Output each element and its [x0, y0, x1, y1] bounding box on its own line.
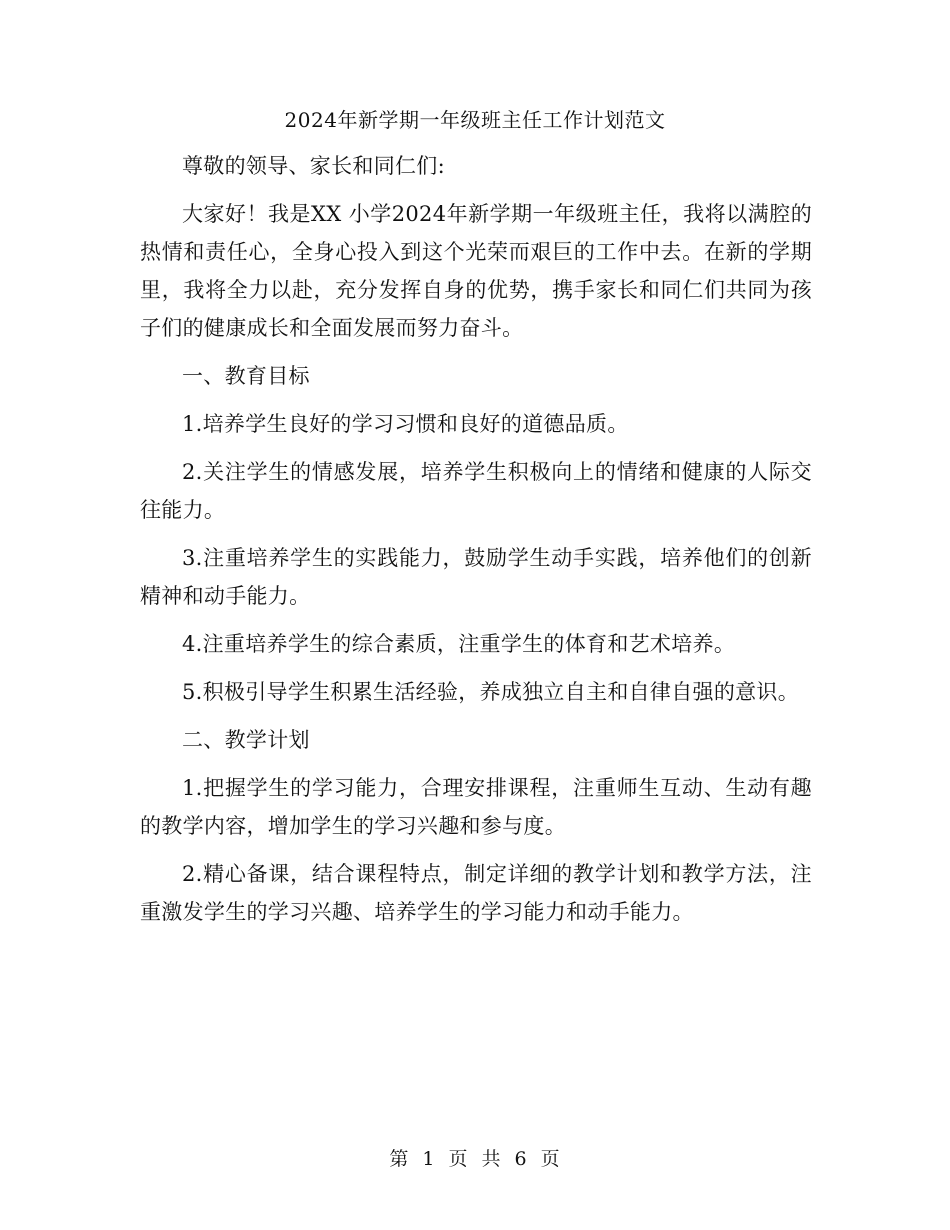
section-heading-teaching-plan: 二、教学计划: [182, 728, 310, 752]
goal-item-3: 3.注重培养学生的实践能力，鼓励学生动手实践，培养他们的创新精神和动手能力。: [140, 546, 812, 608]
salutation-paragraph: 尊敬的领导、家长和同仁们:: [182, 154, 445, 178]
plan-item-1: 1.把握学生的学习能力，合理安排课程，注重师生互动、生动有趣的教学内容，增加学生的学习兴趣和参与度。: [140, 776, 812, 838]
goal-item-5: 5.积极引导学生积累生活经验，养成独立自主和自律自强的意识。: [182, 680, 800, 704]
goal-item-1: 1.培养学生良好的学习习惯和良好的道德品质。: [182, 412, 629, 436]
intro-paragraph: 大家好！我是XX 小学2024年新学期一年级班主任，我将以满腔的热情和责任心，全身心投入到这个光荣而艰巨的工作中去。在新的学期里，我将全力以赴，充分发挥自身的优势，携手家长和同仁们共同为孩子们的健康成长和全面发展而努力奋斗。: [140, 202, 812, 340]
goal-item-4: 4.注重培养学生的综合素质，注重学生的体育和艺术培养。: [182, 632, 736, 656]
page-number-footer: 第 1 页 共 6 页: [389, 1148, 561, 1170]
goal-item-2: 2.关注学生的情感发展，培养学生积极向上的情绪和健康的人际交往能力。: [140, 460, 812, 522]
section-heading-education-goals: 一、教育目标: [182, 364, 310, 388]
document-title: 2024年新学期一年级班主任工作计划范文: [284, 108, 666, 132]
document-body: [140, 147, 812, 941]
plan-item-2: 2.精心备课，结合课程特点，制定详细的教学计划和教学方法，注重激发学生的学习兴趣、培养学生的学习能力和动手能力。: [140, 862, 812, 924]
